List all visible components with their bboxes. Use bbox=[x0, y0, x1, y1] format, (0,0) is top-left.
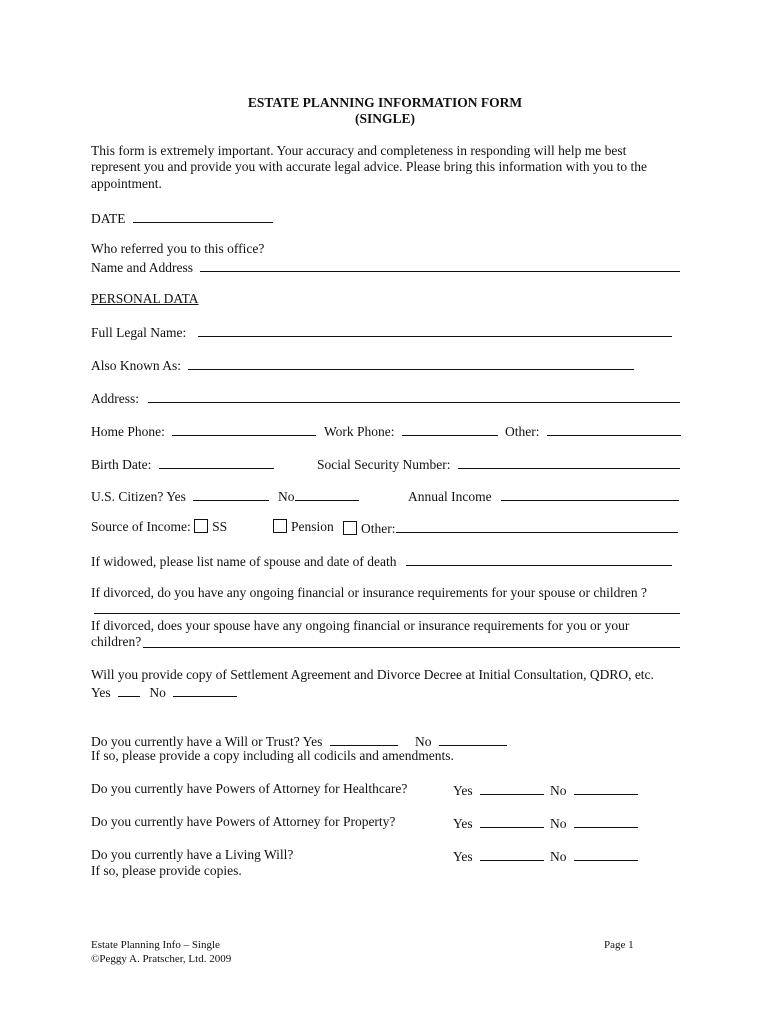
annual-income-field[interactable] bbox=[501, 487, 679, 501]
living-will-yes-field[interactable] bbox=[480, 847, 544, 861]
settlement-no-field[interactable] bbox=[173, 683, 237, 697]
poa-health-yes-field[interactable] bbox=[480, 781, 544, 795]
date-label: DATE bbox=[91, 211, 126, 226]
poa-property-question: Do you currently have Powers of Attorney for Property? bbox=[91, 814, 396, 829]
ssn-field[interactable] bbox=[458, 455, 680, 469]
poa-health-question: Do you currently have Powers of Attorney for Healthcare? bbox=[91, 781, 408, 796]
will-yes-field[interactable] bbox=[330, 732, 398, 746]
pension-label: Pension bbox=[291, 519, 334, 534]
settlement-question: Will you provide copy of Settlement Agreement and Divorce Decree at Initial Consultation, QDRO, etc. bbox=[91, 667, 654, 682]
intro-line-2: represent you and provide you with accurate legal advice. Please bring this information with you to the bbox=[91, 159, 647, 174]
annual-income-label: Annual Income bbox=[408, 489, 492, 504]
settlement-no-label: No bbox=[149, 685, 166, 700]
poa-health-yes-label: Yes bbox=[453, 783, 473, 798]
citizen-yes-field[interactable] bbox=[193, 487, 269, 501]
footer-page-number: Page 1 bbox=[604, 939, 634, 951]
form-subtitle: (SINGLE) bbox=[354, 111, 415, 126]
ss-label: SS bbox=[212, 519, 228, 534]
work-phone-field[interactable] bbox=[402, 422, 498, 436]
aka-field[interactable] bbox=[188, 356, 634, 370]
source-income-label: Source of Income: bbox=[91, 519, 191, 534]
poa-property-yes-label: Yes bbox=[453, 816, 473, 831]
living-will-no-label: No bbox=[550, 849, 567, 864]
poa-health-no-field[interactable] bbox=[574, 781, 638, 795]
widowed-field[interactable] bbox=[406, 552, 672, 566]
address-field[interactable] bbox=[148, 389, 680, 403]
settlement-yes-field[interactable] bbox=[118, 683, 140, 697]
settlement-yes-label: Yes bbox=[91, 685, 111, 700]
other-phone-field[interactable] bbox=[547, 422, 681, 436]
footer-copyright: ©Peggy A. Pratscher, Ltd. 2009 bbox=[91, 953, 232, 965]
footer-document-name: Estate Planning Info – Single bbox=[91, 939, 220, 951]
will-no-label: No bbox=[415, 734, 432, 749]
divorced-answer-2-field[interactable] bbox=[143, 647, 680, 648]
poa-property-no-label: No bbox=[550, 816, 567, 831]
poa-property-no-field[interactable] bbox=[574, 814, 638, 828]
date-field[interactable] bbox=[133, 209, 273, 223]
home-phone-label: Home Phone: bbox=[91, 424, 165, 439]
living-will-yes-label: Yes bbox=[453, 849, 473, 864]
citizen-no-field[interactable] bbox=[295, 487, 359, 501]
intro-line-1: This form is extremely important. Your accuracy and completeness in responding will help me best bbox=[91, 143, 627, 158]
poa-property-yes-field[interactable] bbox=[480, 814, 544, 828]
will-no-field[interactable] bbox=[439, 732, 507, 746]
divorced-answer-1-field[interactable] bbox=[94, 613, 680, 614]
birth-date-field[interactable] bbox=[159, 455, 274, 469]
poa-health-no-label: No bbox=[550, 783, 567, 798]
ssn-label: Social Security Number: bbox=[317, 457, 451, 472]
name-address-field[interactable] bbox=[200, 258, 680, 272]
divorced-question-1: If divorced, do you have any ongoing financial or insurance requirements for your spouse or children ? bbox=[91, 585, 647, 600]
full-legal-name-field[interactable] bbox=[198, 323, 672, 337]
other-income-field[interactable] bbox=[396, 519, 678, 533]
living-will-question: Do you currently have a Living Will? bbox=[91, 847, 294, 862]
widowed-label: If widowed, please list name of spouse and date of death bbox=[91, 554, 397, 569]
personal-data-heading: PERSONAL DATA bbox=[91, 291, 199, 306]
address-label: Address: bbox=[91, 391, 139, 406]
home-phone-field[interactable] bbox=[172, 422, 316, 436]
divorced-question-2a: If divorced, does your spouse have any ongoing financial or insurance requirements for you or your bbox=[91, 618, 630, 633]
divorced-question-2b: children? bbox=[91, 634, 142, 649]
name-address-label: Name and Address bbox=[91, 260, 193, 275]
other-income-checkbox[interactable] bbox=[343, 521, 357, 535]
ss-checkbox[interactable] bbox=[194, 519, 208, 533]
citizen-no-label: No bbox=[278, 489, 295, 504]
other-income-label: Other: bbox=[361, 521, 396, 536]
will-question: Do you currently have a Will or Trust? Yes bbox=[91, 734, 323, 749]
full-legal-name-label: Full Legal Name: bbox=[91, 325, 187, 340]
other-phone-label: Other: bbox=[505, 424, 540, 439]
pension-checkbox[interactable] bbox=[273, 519, 287, 533]
birth-date-label: Birth Date: bbox=[91, 457, 152, 472]
work-phone-label: Work Phone: bbox=[324, 424, 395, 439]
living-will-no-field[interactable] bbox=[574, 847, 638, 861]
form-title: ESTATE PLANNING INFORMATION FORM bbox=[247, 95, 523, 110]
intro-line-3: appointment. bbox=[91, 176, 162, 191]
citizen-label: U.S. Citizen? Yes bbox=[91, 489, 186, 504]
aka-label: Also Known As: bbox=[91, 358, 182, 373]
living-will-note: If so, please provide copies. bbox=[91, 863, 242, 878]
referred-label: Who referred you to this office? bbox=[91, 241, 265, 256]
will-note: If so, please provide a copy including all codicils and amendments. bbox=[91, 748, 454, 763]
